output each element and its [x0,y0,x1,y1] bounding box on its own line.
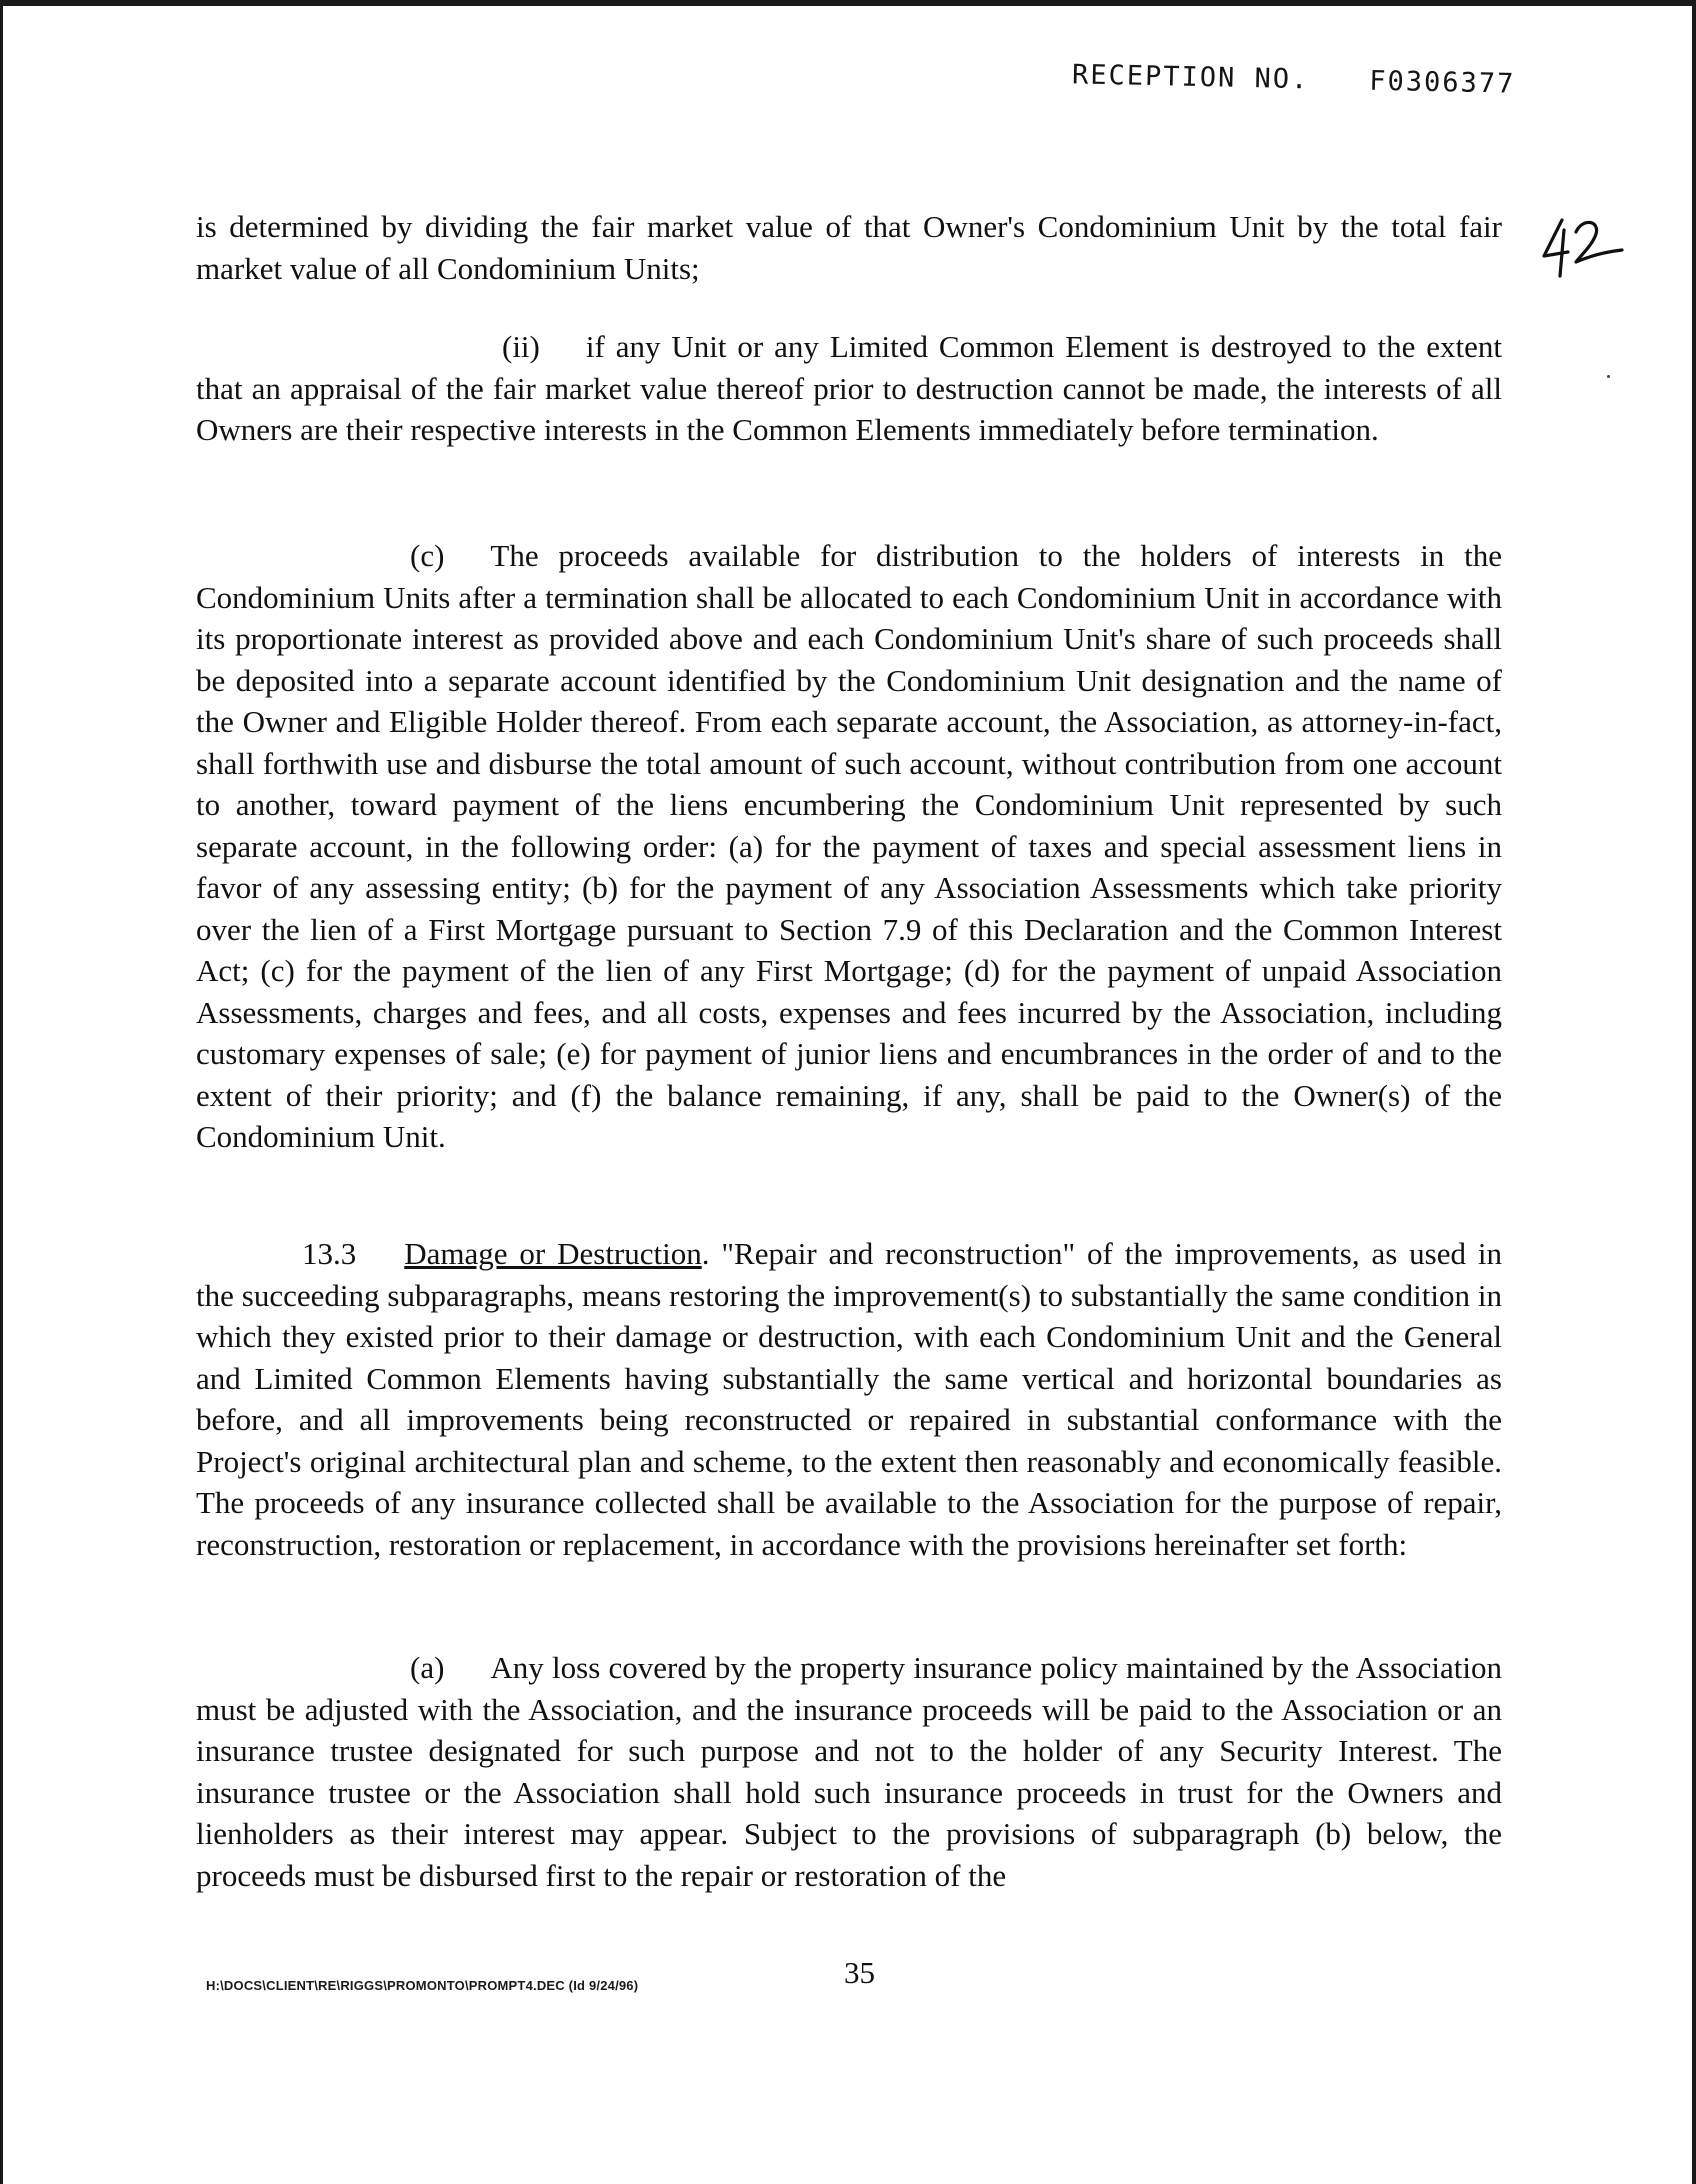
section-13-3 [196,1233,1502,1565]
paragraph-ii-text: if any Unit or any Limited Common Element is destroyed to the extent that an appraisal of the fair market value thereof prior to destruction cannot be made, the interests of all Owners are their respective interests in the Common Elements immediately before termination. [196,329,1502,447]
section-number: 13.3 [302,1236,357,1271]
paragraph-c-text: The proceeds available for distribution to the holders of interests in the Condominium Units after a termination shall be allocated to each Condominium Unit in accordance with its proportionate interest as provided above and each Condominium Unit's share of such proceeds shall be deposited into a separate account identified by the Condominium Unit designation and the name of the Owner and Eligible Holder thereof. From each separate account, the Association, as attorney-in-fact, shall forthwith use and disburse the total amount of such account, without contribution from one account to another, toward payment of the liens encumbering the Condominium Unit represented by such separate account, in the following order: (a) for the payment of taxes and special assessment liens in favor of any assessing entity; (b) for the payment of any Association Assessments which take priority over the lien of a First Mortgage pursuant to Section 7.9 of this Declaration and the Common Interest Act; (c) for the payment of the lien of any First Mortgage; (d) for the payment of unpaid Association Assessments, charges and fees, and all costs, expenses and fees incurred by the Association, including customary expenses of sale; (e) for payment of junior liens and encumbrances in the order of and to the extent of their priority; and (f) the balance remaining, if any, shall be paid to the Owner(s) of the Condominium Unit. [196,538,1502,1154]
reception-label: RECEPTION NO. [1071,59,1310,96]
paragraph-a-text: Any loss covered by the property insurance policy maintained by the Association must be adjusted with the Association, and the insurance proceeds will be paid to the Association or an insurance trustee designated for such purpose and not to the holder of any Security Interest. The insurance trustee or the Association shall hold such insurance proceeds in trust for the Owners and lienholders as their interest may appear. Subject to the provisions of subparagraph (b) below, the proceeds must be disbursed first to the repair or restoration of the [196,1650,1502,1893]
paragraph-ii [196,326,1502,451]
paragraph-continuation [196,206,1502,289]
footer-file-path: H:\DOCS\CLIENT\RE\RIGGS\PROMONTO\PROMPT4.DEC (Id 9/24/96) [206,1978,639,1993]
reception-stamp [1072,59,1516,99]
paragraph-c-label: (c) [410,538,445,573]
page-number: 35 [844,1955,875,1990]
scan-border-left [0,0,3,2184]
paragraph-a-label: (a) [410,1650,445,1685]
reception-number: F0306377 [1368,65,1516,100]
scan-border-top [0,0,1696,6]
paragraph-ii-label: (ii) [502,329,540,364]
paragraph-1-text: is determined by dividing the fair market value of that Owner's Condominium Unit by the total fair market value of all Condominium Units; [196,209,1502,286]
paragraph-c [196,535,1502,1158]
paragraph-a [196,1647,1502,1896]
section-heading: Damage or Destruction [404,1236,702,1271]
scan-border-right [1692,0,1696,2184]
section-13-3-text: . "Repair and reconstruction" of the improvements, as used in the succeeding subparagraphs, means restoring the improvement(s) to substantially the same condition in which they existed prior to their damage or destruction, with each Condominium Unit and the General and Limited Common Elements having substantially the same vertical and horizontal boundaries as before, and all improvements being reconstructed or repaired in substantial conformance with the Project's original architectural plan and scheme, to the extent then reasonably and economically feasible. The proceeds of any insurance collected shall be available to the Association for the purpose of repair, reconstruction, restoration or replacement, in accordance with the provisions hereinafter set forth: [196,1236,1503,1562]
scan-speck [1607,375,1610,378]
handwritten-note-text: 42 [1538,212,1539,213]
handwritten-page-note [1538,212,1624,282]
